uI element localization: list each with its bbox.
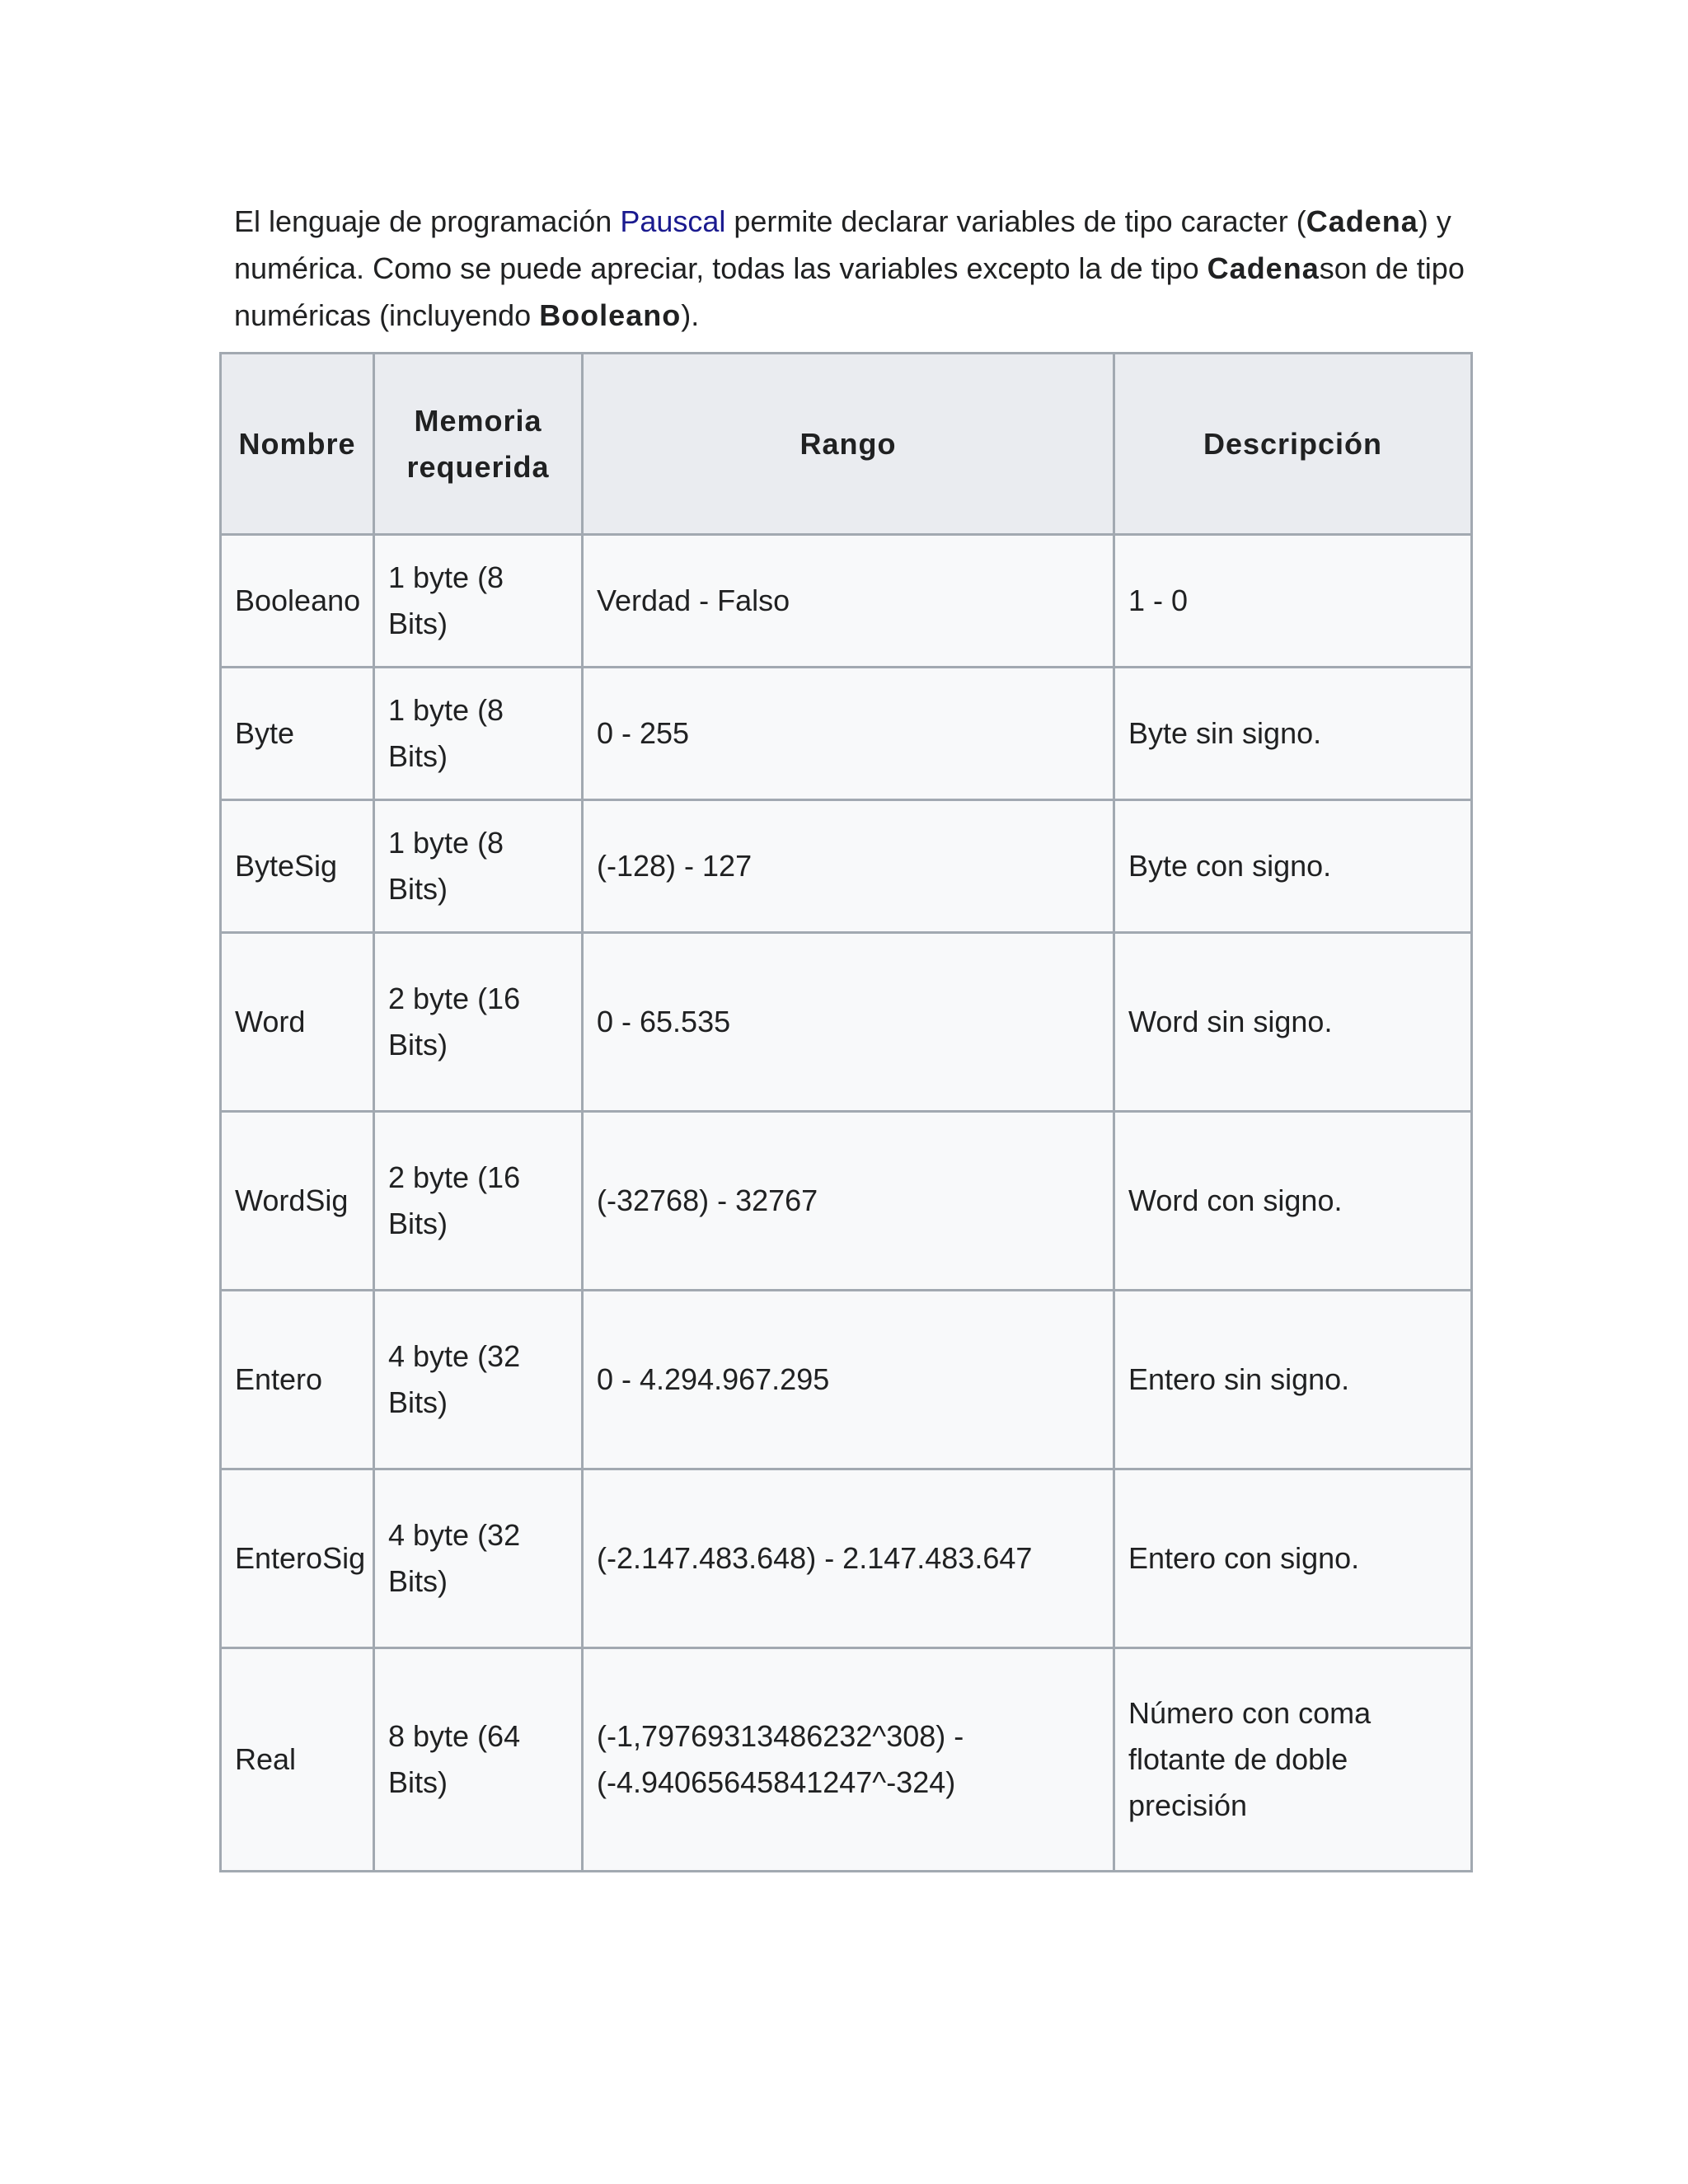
cell-descripcion: Byte con signo.: [1114, 800, 1472, 933]
header-descripcion: Descripción: [1114, 354, 1472, 535]
cell-nombre: Real: [221, 1648, 374, 1872]
cell-nombre: WordSig: [221, 1112, 374, 1291]
cell-memoria: 8 byte (64 Bits): [374, 1648, 583, 1872]
cell-nombre: EnteroSig: [221, 1469, 374, 1648]
cell-memoria: 4 byte (32 Bits): [374, 1469, 583, 1648]
table-row: [221, 933, 1472, 1112]
header-nombre: Nombre: [221, 354, 374, 535]
cell-descripcion: Word sin signo.: [1114, 933, 1472, 1112]
booleano-bold: Booleano: [539, 298, 682, 332]
table-row: [221, 535, 1472, 668]
cell-rango: (-128) - 127: [583, 800, 1114, 933]
pauscal-link[interactable]: Pauscal: [620, 204, 726, 238]
header-memoria: [374, 354, 583, 535]
cell-rango: (-2.147.483.648) - 2.147.483.647: [583, 1469, 1114, 1648]
cell-nombre: Byte: [221, 668, 374, 800]
cell-rango: 0 - 4.294.967.295: [583, 1291, 1114, 1469]
intro-text-3: ) y numérica. Como se puede apreciar, todas las variables excepto la de tipo: [234, 204, 1451, 285]
cell-nombre: Word: [221, 933, 374, 1112]
cell-memoria: 1 byte (8 Bits): [374, 668, 583, 800]
cell-nombre: Entero: [221, 1291, 374, 1469]
table-row: [221, 1291, 1472, 1469]
header-memoria-line-2: requerida: [406, 449, 550, 484]
intro-text-4: son de tipo numéricas (incluyendo: [234, 251, 1465, 332]
cell-rango: Verdad - Falso: [583, 535, 1114, 668]
table-header-row: [221, 354, 1472, 535]
cell-memoria: 2 byte (16 Bits): [374, 1112, 583, 1291]
table-row: [221, 1648, 1472, 1872]
cell-descripcion: Entero sin signo.: [1114, 1291, 1472, 1469]
variable-types-table: [219, 352, 1473, 1872]
cell-rango: (-32768) - 32767: [583, 1112, 1114, 1291]
cell-memoria: 2 byte (16 Bits): [374, 933, 583, 1112]
cell-descripcion: Entero con signo.: [1114, 1469, 1472, 1648]
table-row: [221, 1112, 1472, 1291]
header-memoria-line-1: Memoria: [414, 403, 542, 438]
cell-rango: 0 - 255: [583, 668, 1114, 800]
cell-memoria: 4 byte (32 Bits): [374, 1291, 583, 1469]
cell-nombre: ByteSig: [221, 800, 374, 933]
cell-rango: (-1,79769313486232^308) - (-4.94065645841247^-324): [583, 1648, 1114, 1872]
intro-paragraph: [234, 198, 1470, 339]
cell-rango: 0 - 65.535: [583, 933, 1114, 1112]
table-row: [221, 1469, 1472, 1648]
table-row: [221, 668, 1472, 800]
cell-descripcion: 1 - 0: [1114, 535, 1472, 668]
intro-text-2: permite declarar variables de tipo caracter (: [725, 204, 1306, 238]
table-row: [221, 800, 1472, 933]
cadena-bold-1: Cadena: [1306, 204, 1418, 238]
cadena-bold-2: Cadena: [1207, 251, 1320, 285]
intro-text-1: El lenguaje de programación: [234, 204, 621, 238]
header-rango: Rango: [583, 354, 1114, 535]
cell-descripcion: Número con coma flotante de doble precisión: [1114, 1648, 1472, 1872]
cell-memoria: 1 byte (8 Bits): [374, 535, 583, 668]
cell-memoria: 1 byte (8 Bits): [374, 800, 583, 933]
cell-descripcion: Word con signo.: [1114, 1112, 1472, 1291]
cell-nombre: Booleano: [221, 535, 374, 668]
intro-text-5: ).: [681, 298, 700, 332]
cell-descripcion: Byte sin signo.: [1114, 668, 1472, 800]
